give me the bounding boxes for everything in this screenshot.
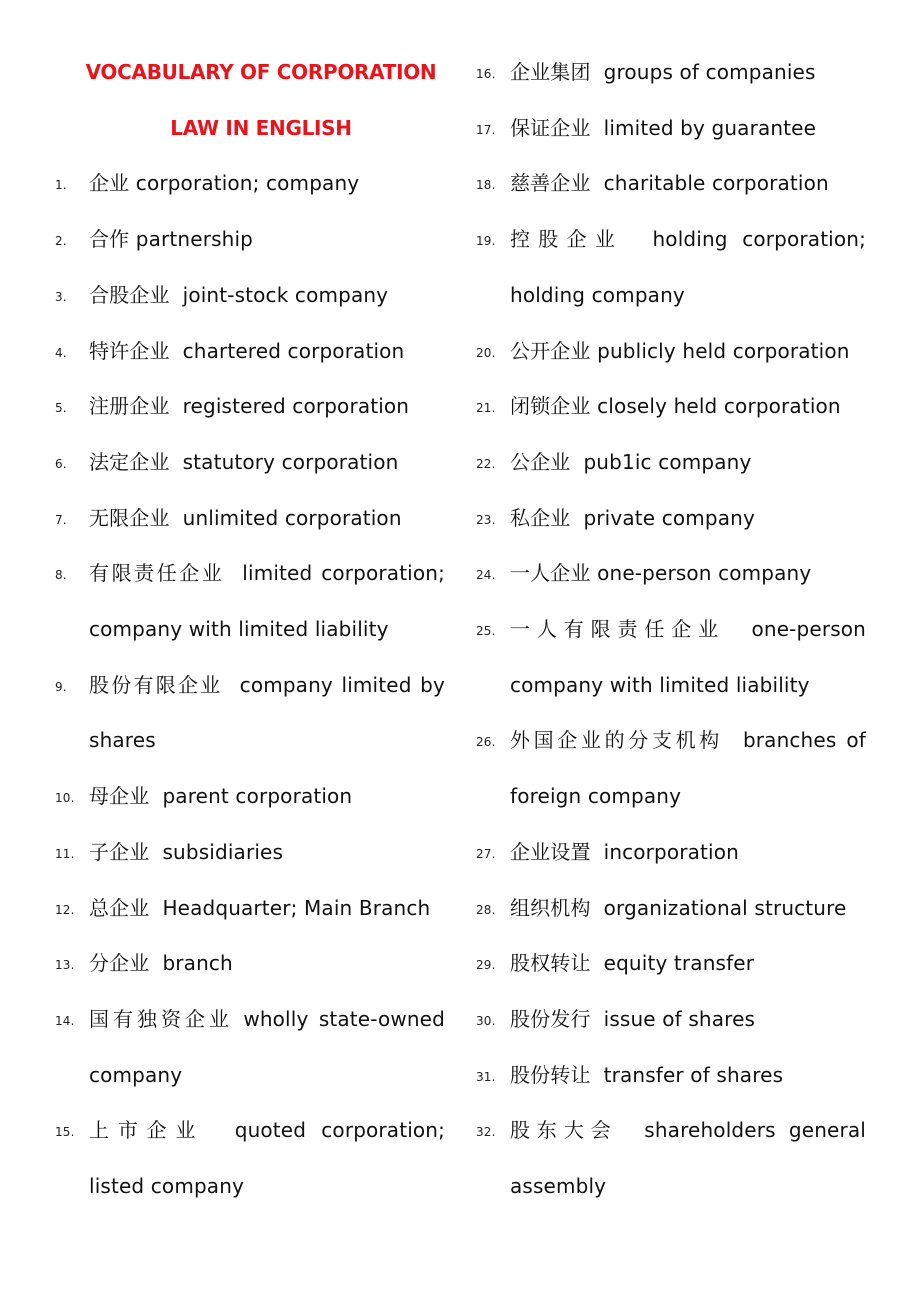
vocabulary-item (476, 546, 866, 602)
item-number: 18. (476, 178, 496, 193)
item-term: 法定企业 statutory corporation (89, 449, 399, 474)
item-term: 合作 partnership (89, 227, 254, 252)
item-term: 特许企业 chartered corporation (89, 338, 405, 363)
left-column (55, 45, 452, 1215)
vocabulary-item (476, 101, 866, 157)
title-line-1: VOCABULARY OF CORPORATION (85, 60, 437, 84)
item-term: 国有独资企业 wholly state-owned company (89, 1006, 452, 1087)
vocabulary-item (476, 936, 866, 992)
vocabulary-list-right (476, 45, 873, 1215)
item-number: 16. (476, 67, 496, 81)
item-number: 24. (476, 568, 496, 583)
item-number: 3. (55, 289, 67, 304)
vocabulary-item (476, 602, 873, 713)
item-term: 公企业 pub1ic company (510, 449, 752, 474)
vocabulary-item (476, 825, 866, 881)
item-term: 一人企业 one-person company (510, 561, 812, 586)
item-term: 股东大会 shareholders general assembly (510, 1118, 873, 1199)
item-number: 7. (55, 512, 67, 527)
item-number: 28. (476, 902, 496, 917)
item-number: 27. (476, 846, 496, 861)
document-title (55, 45, 445, 156)
item-number: 11. (55, 846, 75, 861)
item-term: 慈善企业 charitable corporation (510, 171, 829, 196)
item-number: 20. (476, 345, 496, 360)
vocabulary-item (55, 825, 445, 881)
vocabulary-item (55, 881, 445, 937)
vocabulary-item (55, 769, 445, 825)
item-term: 股份转让 transfer of shares (510, 1062, 784, 1087)
vocabulary-item (55, 156, 445, 212)
item-number: 8. (55, 568, 67, 583)
vocabulary-item (476, 324, 866, 380)
vocabulary-item (55, 212, 445, 268)
item-number: 13. (55, 958, 75, 973)
item-term: 无限企业 unlimited corporation (89, 505, 402, 530)
vocabulary-item (55, 546, 452, 657)
item-term: 股份发行 issue of shares (510, 1006, 756, 1031)
vocabulary-item (55, 491, 445, 547)
item-number: 6. (55, 456, 67, 471)
item-term: 总企业 Headquarter; Main Branch (89, 895, 431, 920)
vocabulary-item (55, 379, 445, 435)
item-number: 25. (476, 624, 496, 639)
item-number: 21. (476, 401, 496, 416)
vocabulary-item (476, 435, 866, 491)
vocabulary-item (476, 379, 866, 435)
item-number: 23. (476, 512, 496, 527)
item-number: 31. (476, 1069, 496, 1084)
item-number: 9. (55, 679, 67, 694)
item-number: 15. (55, 1125, 75, 1140)
vocabulary-item (55, 1103, 452, 1214)
item-number: 32. (476, 1125, 496, 1140)
item-term: 上市企业 quoted corporation; listed company (89, 1118, 452, 1199)
item-number: 17. (476, 122, 496, 137)
vocabulary-item (476, 992, 866, 1048)
vocabulary-item (476, 1048, 866, 1104)
item-term: 企业集团 groups of companies (510, 60, 816, 84)
item-term: 私企业 private company (510, 505, 755, 530)
item-number: 22. (476, 456, 496, 471)
vocabulary-item (55, 268, 445, 324)
item-term: 保证企业 limited by guarantee (510, 115, 817, 140)
vocabulary-item (476, 1103, 873, 1214)
item-number: 29. (476, 958, 496, 973)
item-term: 母企业 parent corporation (89, 784, 353, 809)
item-number: 4. (55, 345, 67, 360)
vocabulary-list-left (55, 156, 452, 1214)
item-term: 闭锁企业 closely held corporation (510, 394, 841, 419)
item-term: 外国企业的分支机构 branches of foreign company (510, 728, 873, 809)
item-term: 公开企业 publicly held corporation (510, 338, 850, 363)
item-term: 控股企业 holding corporation; holding company (510, 227, 873, 307)
item-term: 组织机构 organizational structure (510, 895, 847, 920)
vocabulary-item (476, 491, 866, 547)
item-number: 1. (55, 178, 67, 193)
vocabulary-item (55, 435, 445, 491)
item-number: 30. (476, 1013, 496, 1028)
vocabulary-item (55, 936, 445, 992)
vocabulary-item (476, 212, 873, 323)
vocabulary-item (476, 713, 873, 824)
item-number: 2. (55, 234, 67, 249)
item-number: 10. (55, 791, 75, 806)
item-term: 分企业 branch (89, 951, 233, 976)
vocabulary-item (55, 992, 452, 1103)
item-term: 注册企业 registered corporation (89, 394, 410, 419)
vocabulary-item (55, 324, 445, 380)
item-term: 一人有限责任企业 one-person company with limited liability (510, 617, 873, 697)
title-line-2: LAW IN ENGLISH (170, 115, 352, 140)
vocabulary-item (55, 658, 452, 769)
item-term: 合股企业 joint-stock company (89, 282, 389, 307)
item-term: 企业设置 incorporation (510, 839, 739, 864)
vocabulary-item (476, 156, 866, 212)
right-column (476, 45, 873, 1215)
item-number: 19. (476, 234, 496, 249)
item-term: 企业 corporation; company (89, 171, 360, 196)
item-term: 股权转让 equity transfer (510, 951, 755, 976)
vocabulary-item (476, 45, 866, 101)
item-number: 12. (55, 902, 75, 917)
item-number: 5. (55, 401, 67, 416)
item-number: 14. (55, 1013, 75, 1028)
item-number: 26. (476, 735, 496, 750)
vocabulary-item (476, 881, 866, 937)
item-term: 子企业 subsidiaries (89, 839, 284, 864)
item-term: 股份有限企业 company limited by shares (89, 672, 452, 753)
item-term: 有限责任企业 limited corporation; company with limited liability (89, 561, 452, 642)
